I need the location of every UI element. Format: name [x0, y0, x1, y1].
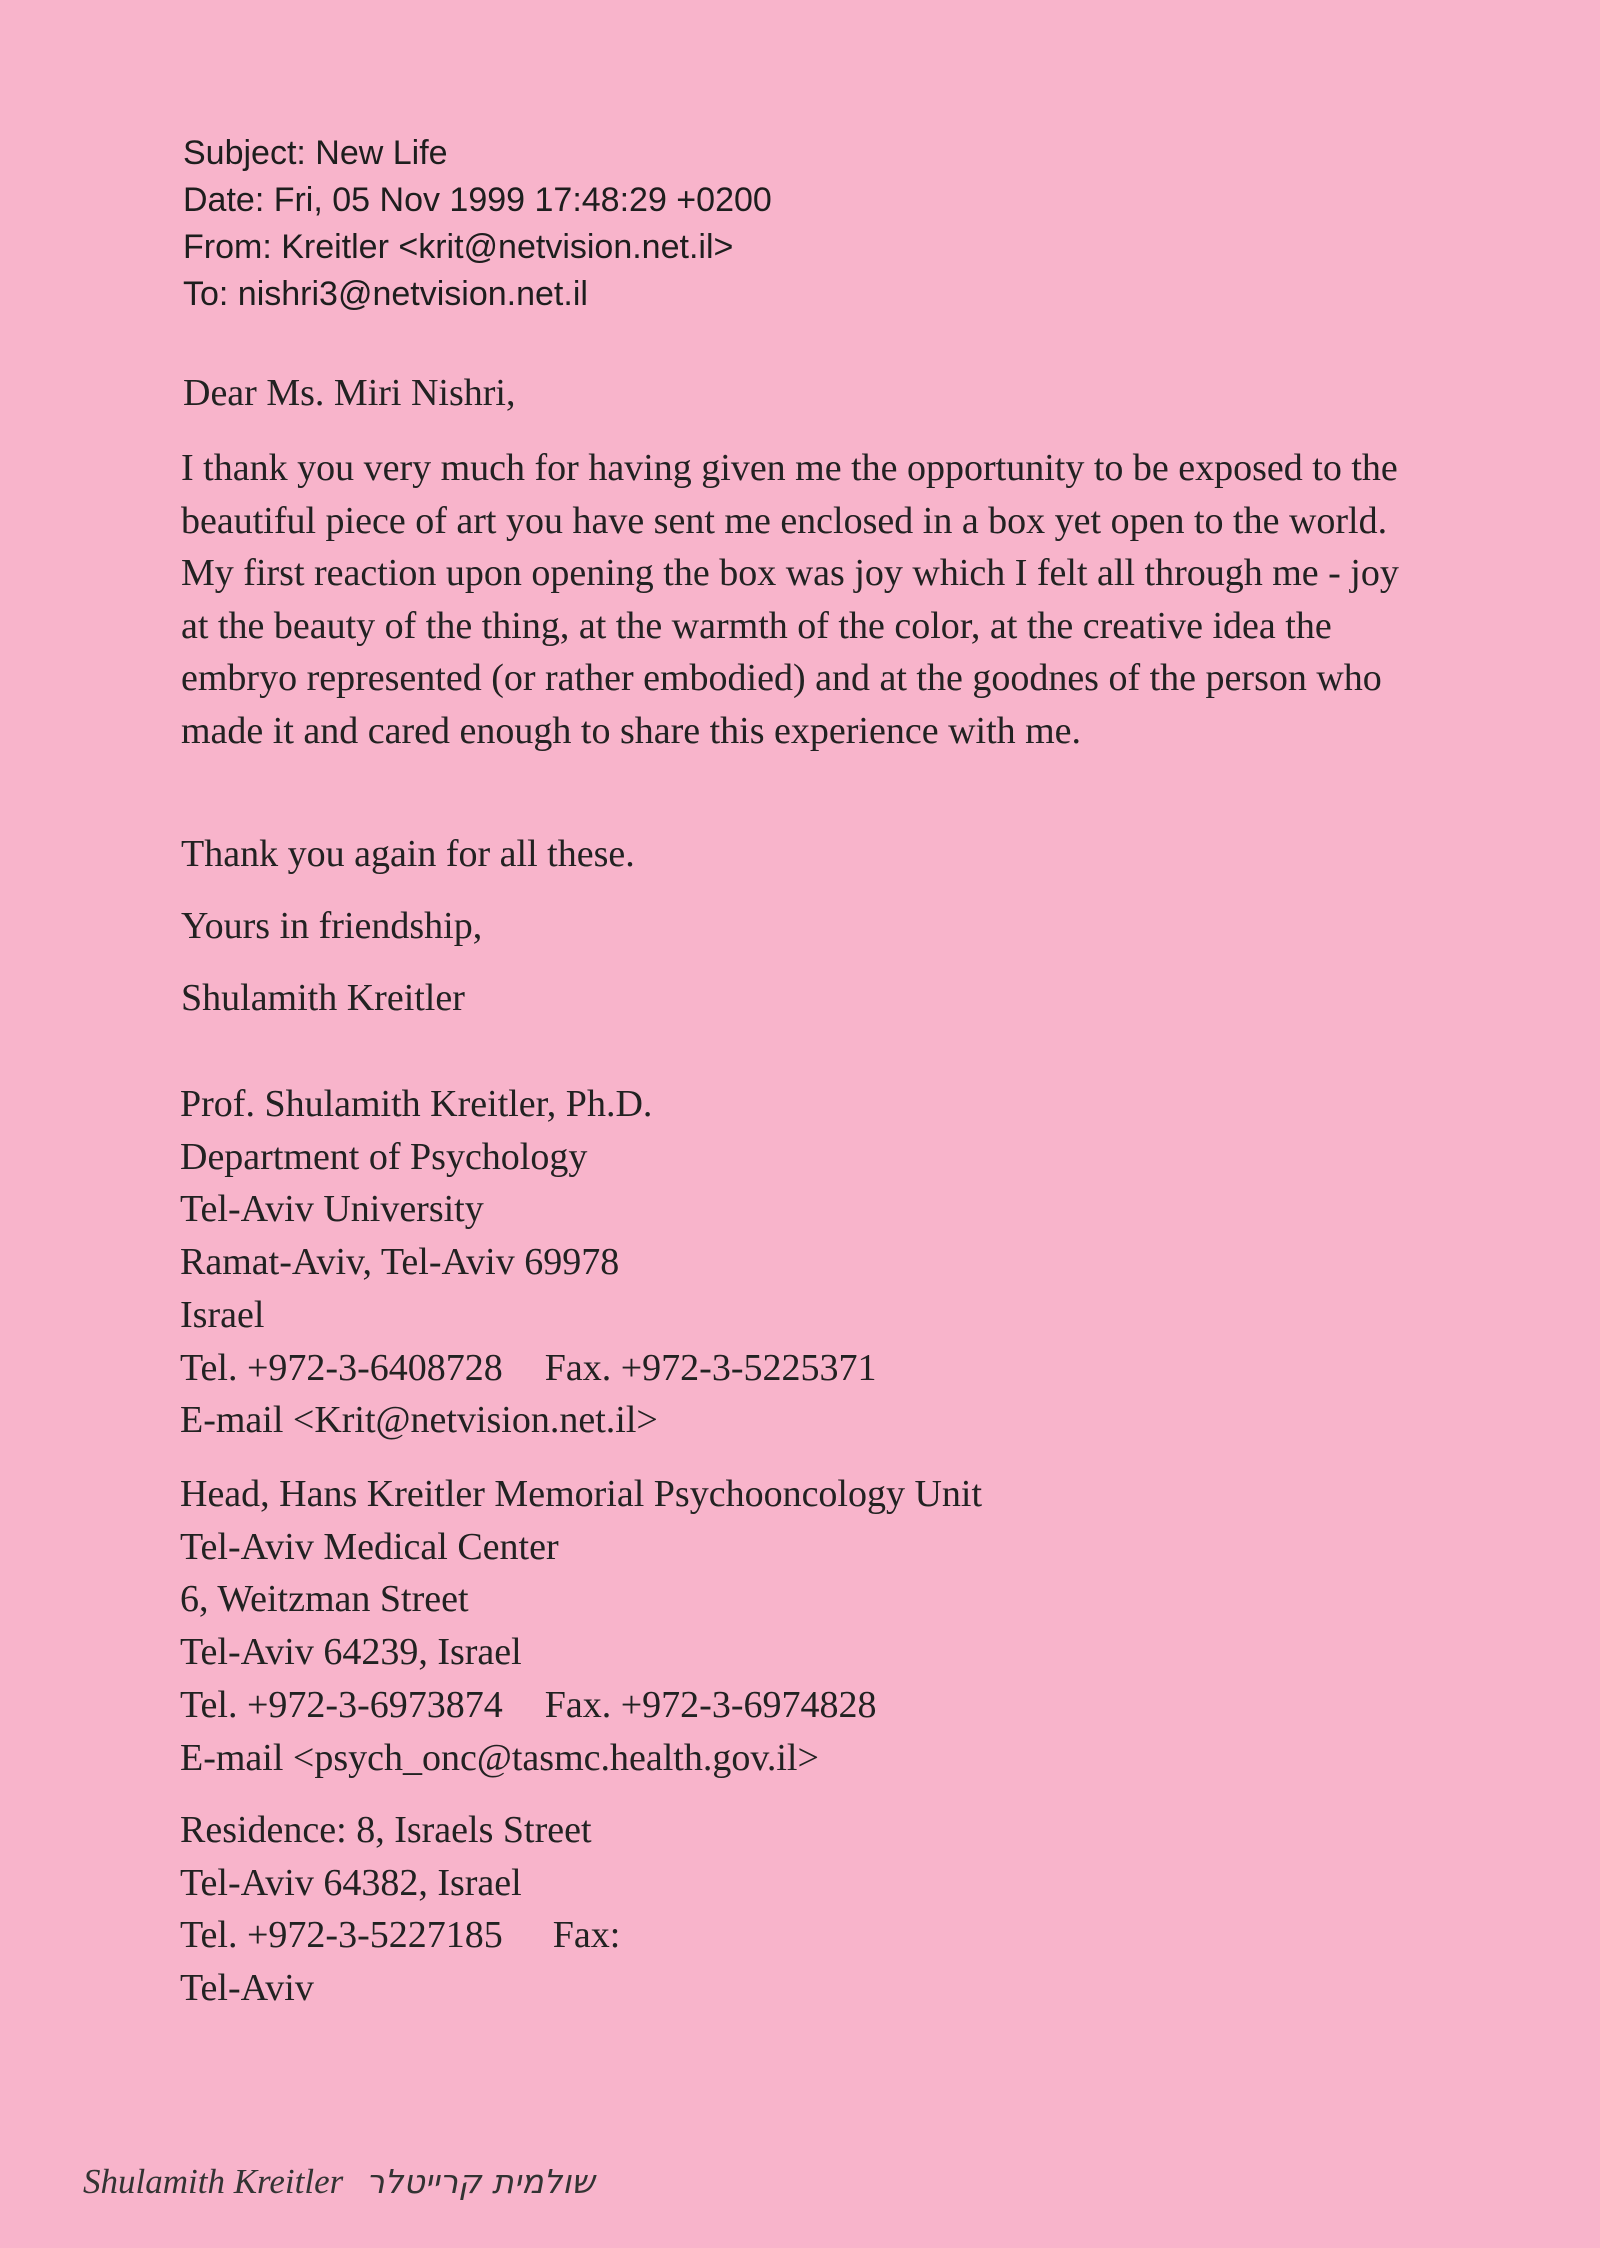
residence-tel: Tel. +972-3-5227185 [180, 1914, 503, 1957]
university-address-block [180, 1078, 876, 1447]
footer-name-hebrew: שולמית קרייטלר [365, 2162, 595, 2201]
email-date: Date: Fri, 05 Nov 1999 17:48:29 +0200 [183, 181, 772, 219]
email-from: From: Kreitler <krit@netvision.net.il> [183, 228, 734, 266]
letter-body: I thank you very much for having given me the opportunity to be exposed to the beautiful piece of art you have sent me enclosed in a box yet open to the world. My first reaction upon opening the box was joy which I felt all through me - joy at the beauty of the thing, at the warmth of the color, at the creative idea the embryo represented (or rather embodied) and at the goodnes of the person who made it and cared enough to share this experience with me. [181, 447, 1399, 752]
letter-signature: Shulamith Kreitler [181, 977, 465, 1019]
residence-street: Residence: 8, Israels Street [180, 1809, 592, 1851]
email-to: To: nishri3@netvision.net.il [183, 275, 588, 313]
department: Department of Psychology [180, 1135, 588, 1178]
letter-closing: Yours in friendship, [181, 905, 483, 947]
institution: Tel-Aviv University [180, 1188, 484, 1231]
position: Head, Hans Kreitler Memorial Psychooncology Unit [180, 1473, 983, 1515]
medical-center-street: 6, Weitzman Street [180, 1578, 469, 1621]
residence-fax: Fax: [552, 1914, 621, 1957]
medical-center-fax: Fax. +972-3-6974828 [544, 1683, 877, 1726]
email-header [183, 130, 772, 318]
university-fax: Fax. +972-3-5225371 [544, 1346, 877, 1389]
medical-center-city: Tel-Aviv 64239, Israel [180, 1631, 522, 1674]
email-subject: Subject: New Life [183, 134, 448, 172]
medical-center-tel: Tel. +972-3-6973874 [180, 1683, 503, 1726]
footer-name-latin: Shulamith Kreitler [83, 2162, 344, 2201]
university-email: E-mail <Krit@netvision.net.il> [180, 1399, 658, 1442]
residence-city-short: Tel-Aviv [180, 1967, 314, 2010]
residence-city: Tel-Aviv 64382, Israel [180, 1861, 522, 1904]
university-city: Ramat-Aviv, Tel-Aviv 69978 [180, 1241, 620, 1284]
medical-center-name: Tel-Aviv Medical Center [180, 1525, 559, 1568]
medical-center-address-block [180, 1468, 982, 1784]
university-country: Israel [180, 1293, 265, 1336]
letterhead-footer [83, 2160, 595, 2204]
university-phone-line [180, 1342, 876, 1395]
medical-center-phone-line [180, 1679, 982, 1732]
residence-phone-line [180, 1909, 620, 1962]
letter-greeting: Dear Ms. Miri Nishri, [183, 372, 516, 414]
letter-thanks: Thank you again for all these. [181, 833, 635, 875]
university-tel: Tel. +972-3-6408728 [180, 1346, 503, 1389]
medical-center-email: E-mail <psych_onc@tasmc.health.gov.il> [180, 1736, 819, 1779]
name-title: Prof. Shulamith Kreitler, Ph.D. [180, 1083, 653, 1125]
residence-address-block [180, 1804, 620, 2015]
